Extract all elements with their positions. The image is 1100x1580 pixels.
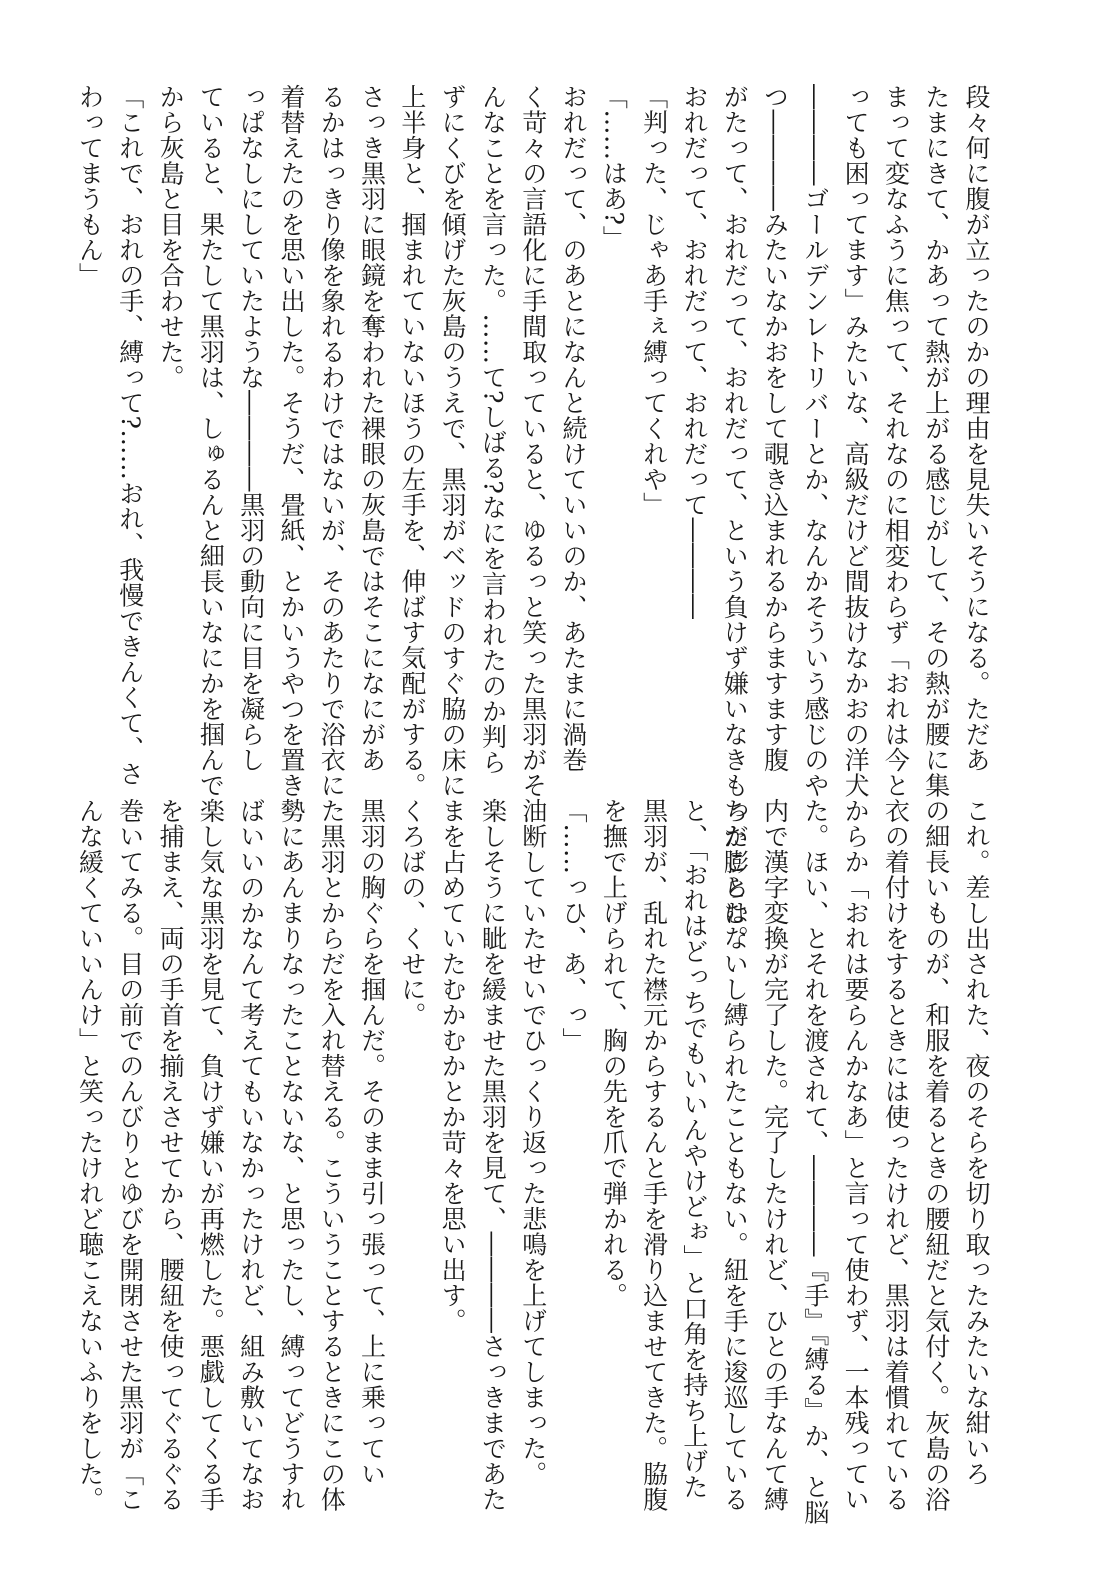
text-line: ったことはないし縛られたこともない。紐を手に逡巡している	[720, 798, 750, 1512]
text-line: ばいいのかなんて考えてもいなかったけれど、組み敷いてなお	[236, 798, 266, 1512]
text-line: 勢にあんまりなったことないな、と思ったし、縛ってどうすれ	[276, 798, 306, 1512]
text-line: 衣の着付けをするときには使ったけれど、黒羽は着慣れている	[881, 798, 911, 1512]
text-line: 楽しそうに眦を緩ませた黒羽を見て、――――さっきまであた	[478, 798, 508, 1512]
lower-text-block	[75, 798, 996, 1525]
text-line: を撫で上げられて、胸の先を爪で弾かれる。	[599, 798, 629, 1308]
text-line: からか「おれは要らんかなあ」と言って使わず、一本残ってい	[841, 798, 871, 1512]
text-line: の細長いものが、和服を着るときの腰紐だと気付く。灰島の浴	[921, 798, 951, 1512]
text-line: るかはっきり像を象れるわけではないが、そのあたりで浴衣に	[317, 84, 347, 798]
text-line: 「……っひ、あ、っ」	[559, 798, 589, 1053]
text-line: っても困ってます」みたいな、高級だけど間抜けなかおの洋犬	[841, 84, 871, 798]
text-line: さっき黒羽に眼鏡を奪われた裸眼の灰島ではそこになにがあ	[357, 84, 387, 773]
text-line: 楽し気な黒羽を見て、負けず嫌いが再燃した。悪戯してくる手	[196, 798, 226, 1512]
text-line: 黒羽の胸ぐらを掴んだ。そのまま引っ張って、上に乗ってい	[357, 798, 387, 1487]
text-line: がたって、おれだって、おれだって、という負けず嫌いなきもちが膨らむ。	[720, 84, 750, 951]
text-line: まを占めていたむかむかとか苛々を思い出す。	[438, 798, 468, 1334]
text-line: た黒羽とからだを入れ替える。こういうことするときにこの体	[317, 798, 347, 1512]
text-line: 内で漢字変換が完了した。完了したけれど、ひとの手なんて縛	[760, 798, 790, 1512]
text-line: おれだって、おれだって、おれだって――――	[679, 84, 709, 620]
text-line: 「判った、じゃあ手ぇ縛ってくれや」	[639, 84, 669, 518]
text-line: これ。差し出された、夜のそらを切り取ったみたいな紺いろ	[962, 798, 991, 1487]
text-line: おれだって、のあとになんと続けていいのか、あたまに渦巻	[559, 84, 589, 773]
text-line: 巻いてみる。目の前でのんびりとゆびを開閉させた黒羽が「こ	[115, 798, 145, 1512]
text-line: っぱなしにしていたような――――黒羽の動向に目を凝らし	[236, 84, 266, 773]
text-line: た。ほい、とそれを渡されて、――――『手』『縛る』か、と脳	[800, 798, 830, 1525]
text-line: ――――ゴールデンレトリバーとか、なんかそういう感じのや	[800, 84, 830, 798]
text-line: ていると、果たして黒羽は、しゅるんと細長いなにかを掴んで	[196, 84, 226, 798]
text-line: ずにくびを傾げた灰島のうえで、黒羽がベッドのすぐ脇の床に	[438, 84, 468, 798]
text-line: く苛々の言語化に手間取っていると、ゆるっと笑った黒羽がそ	[518, 84, 548, 798]
text-line: たまにきて、かあって熱が上がる感じがして、その熱が腰に集	[921, 84, 951, 798]
text-line: 油断していたせいでひっくり返った悲鳴を上げてしまった。	[518, 798, 548, 1487]
text-line: と、「おれはどっちでもいいんやけどぉ」と口角を持ち上げた	[679, 798, 709, 1500]
text-line: つ――――みたいなかおをして覗き込まれるからますます腹	[760, 84, 790, 773]
text-line: 「……はあ?」	[599, 84, 629, 251]
text-line: を捕まえ、両の手首を揃えさせてから、腰紐を使ってぐるぐる	[156, 798, 186, 1512]
text-line: んなことを言った。……て?しばる?なにを言われたのか判ら	[478, 84, 508, 775]
text-line: 「これで、おれの手、縛って?……おれ、我慢できんくて、さ	[115, 84, 145, 787]
text-line: 黒羽が、乱れた襟元からするんと手を滑り込ませてきた。脇腹	[639, 798, 669, 1512]
text-line: 着替えたのを思い出した。そうだ、畳紙、とかいうやつを置き	[276, 84, 306, 798]
text-line: んな緩くていいんけ」と笑ったけれど聴こえないふりをした。	[75, 798, 105, 1512]
text-line: から灰島と目を合わせた。	[156, 84, 186, 390]
text-line: わってまうもん」	[75, 84, 105, 288]
text-line: 段々何に腹が立ったのかの理由を見失いそうになる。ただあ	[962, 84, 991, 773]
text-line: 上半身と、掴まれていないほうの左手を、伸ばす気配がする。	[397, 84, 427, 798]
text-line: まって変なふうに焦って、それなのに相変わらず「おれは今と	[881, 84, 911, 798]
text-line: くろばの、くせに。	[397, 798, 427, 1028]
